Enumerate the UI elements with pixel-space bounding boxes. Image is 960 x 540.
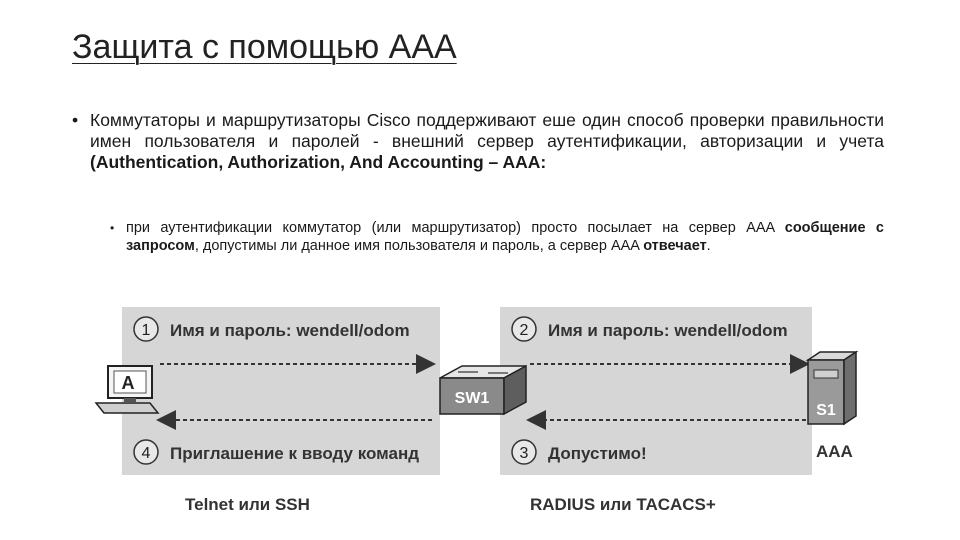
- step-4: [134, 440, 419, 464]
- step-3: [512, 440, 647, 464]
- step-1-number: 1: [141, 322, 151, 339]
- switch-label: SW1: [454, 390, 490, 407]
- pc-icon: [96, 366, 158, 413]
- bullet-main-bold: (Authentication, Authorization, And Accounting – AAA:: [90, 152, 547, 172]
- server-caption: AAA: [816, 442, 853, 461]
- bullet-sub-dot: •: [110, 221, 115, 235]
- step-1: [134, 317, 410, 341]
- server-label: S1: [816, 402, 836, 419]
- bullet-sub-part-a: при аутентификации коммутатор (или маршрутизатор) просто посылает на сервер AAA: [126, 220, 785, 236]
- step-4-number: 4: [141, 445, 151, 462]
- step-2-label: Имя и пароль: wendell/odom: [548, 321, 788, 340]
- server-icon: [808, 352, 856, 424]
- bullet-sub-bold-a: сообщение с запросом: [126, 220, 884, 254]
- bullet-sub-bold-b: отвечает: [643, 238, 707, 254]
- bullet-sub-part-c: .: [706, 238, 711, 254]
- step-4-label: Приглашение к вводу команд: [170, 444, 420, 463]
- bullet-sub-part-b: , допустимы ли данное имя пользователя и пароль, а сервер AAA: [194, 238, 644, 254]
- bullet-dot: •: [72, 110, 79, 130]
- step-3-label: Допустимо!: [548, 444, 647, 463]
- bullet-main-plain: Коммутаторы и маршрутизаторы Cisco поддерживают еше один способ проверки правильности имен пользователя и паролей - внешний сервер аутентификации, авторизации и учета: [90, 110, 884, 151]
- pc-label: A: [121, 373, 135, 393]
- page-title: Защита с помощью AAA: [72, 28, 457, 66]
- left-protocol-label: Telnet или SSH: [185, 495, 310, 514]
- step-3-number: 3: [519, 445, 529, 462]
- step-1-label: Имя и пароль: wendell/odom: [170, 321, 410, 340]
- step-2-number: 2: [519, 322, 529, 339]
- switch-icon: [440, 366, 526, 414]
- right-protocol-label: RADIUS или TACACS+: [530, 495, 716, 514]
- step-2: [512, 317, 788, 341]
